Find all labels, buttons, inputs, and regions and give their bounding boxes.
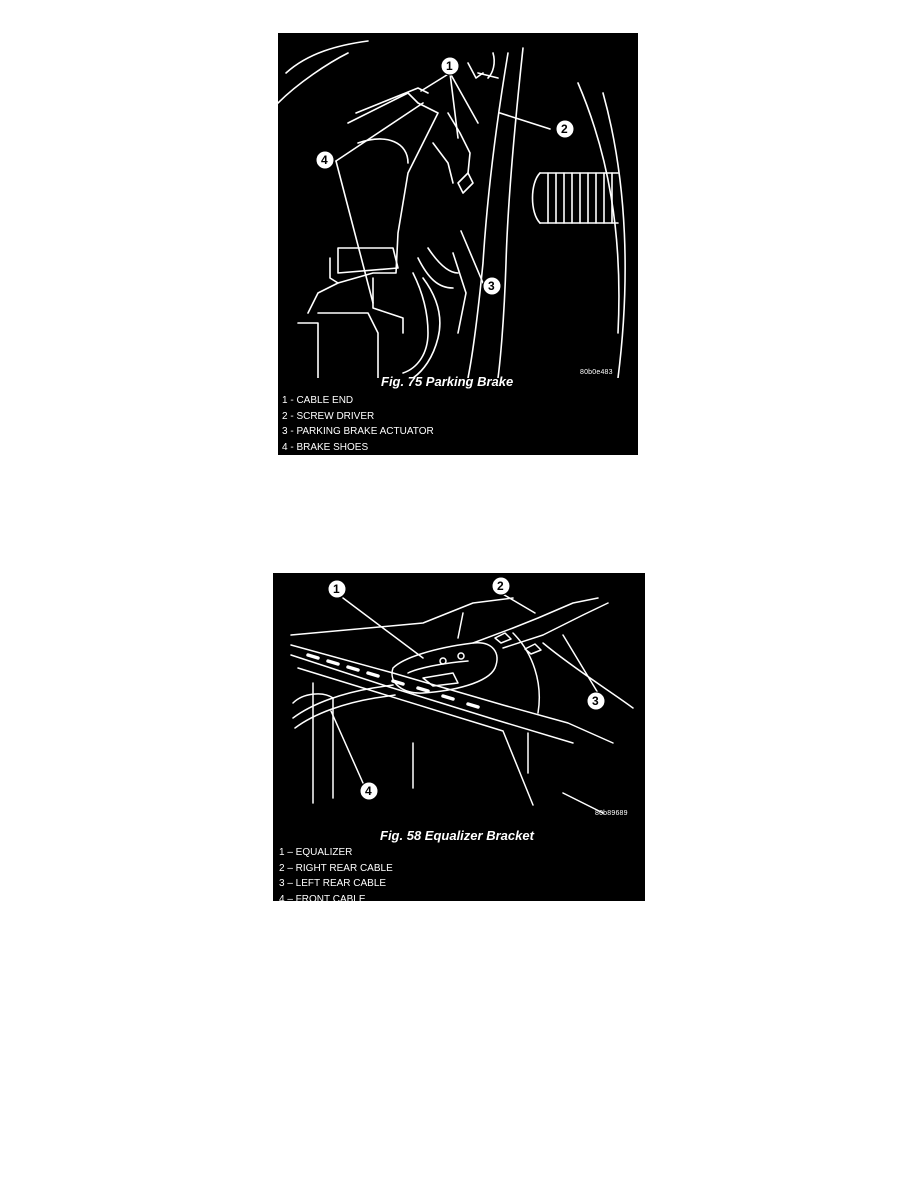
legend-item: 1 – EQUALIZER	[279, 847, 353, 858]
figure-legend	[279, 845, 393, 901]
legend-item: 2 - SCREW DRIVER	[282, 410, 375, 422]
callout-1-number: 1	[333, 582, 340, 596]
legend-item: 4 - BRAKE SHOES	[282, 441, 369, 453]
figure-legend	[282, 393, 434, 455]
legend-item: 3 - PARKING BRAKE ACTUATOR	[282, 426, 434, 437]
figure-caption: Fig. 58 Equalizer Bracket	[380, 828, 534, 843]
legend-item: 1 - CABLE END	[282, 395, 354, 406]
legend-item: 2 – RIGHT REAR CABLE	[279, 862, 393, 874]
callout-2-number: 2	[561, 122, 568, 136]
figure-parking-brake	[278, 33, 638, 455]
parking-brake-illustration	[278, 33, 638, 378]
figure-equalizer-bracket	[273, 573, 645, 901]
callout-4-number: 4	[321, 153, 328, 167]
callout-4-number: 4	[365, 784, 372, 798]
callout-2-number: 2	[497, 579, 504, 593]
legend-item: 3 – LEFT REAR CABLE	[279, 878, 387, 889]
figure-caption: Fig. 75 Parking Brake	[381, 374, 514, 389]
callout-3-number: 3	[592, 694, 599, 708]
drawing-id: 80b89689	[595, 810, 628, 817]
callout-3-number: 3	[488, 279, 495, 293]
legend-item: 4 – FRONT CABLE	[279, 893, 366, 901]
callout-1-number: 1	[446, 59, 453, 73]
equalizer-bracket-illustration	[273, 573, 645, 823]
drawing-id: 80b0e483	[580, 369, 613, 376]
